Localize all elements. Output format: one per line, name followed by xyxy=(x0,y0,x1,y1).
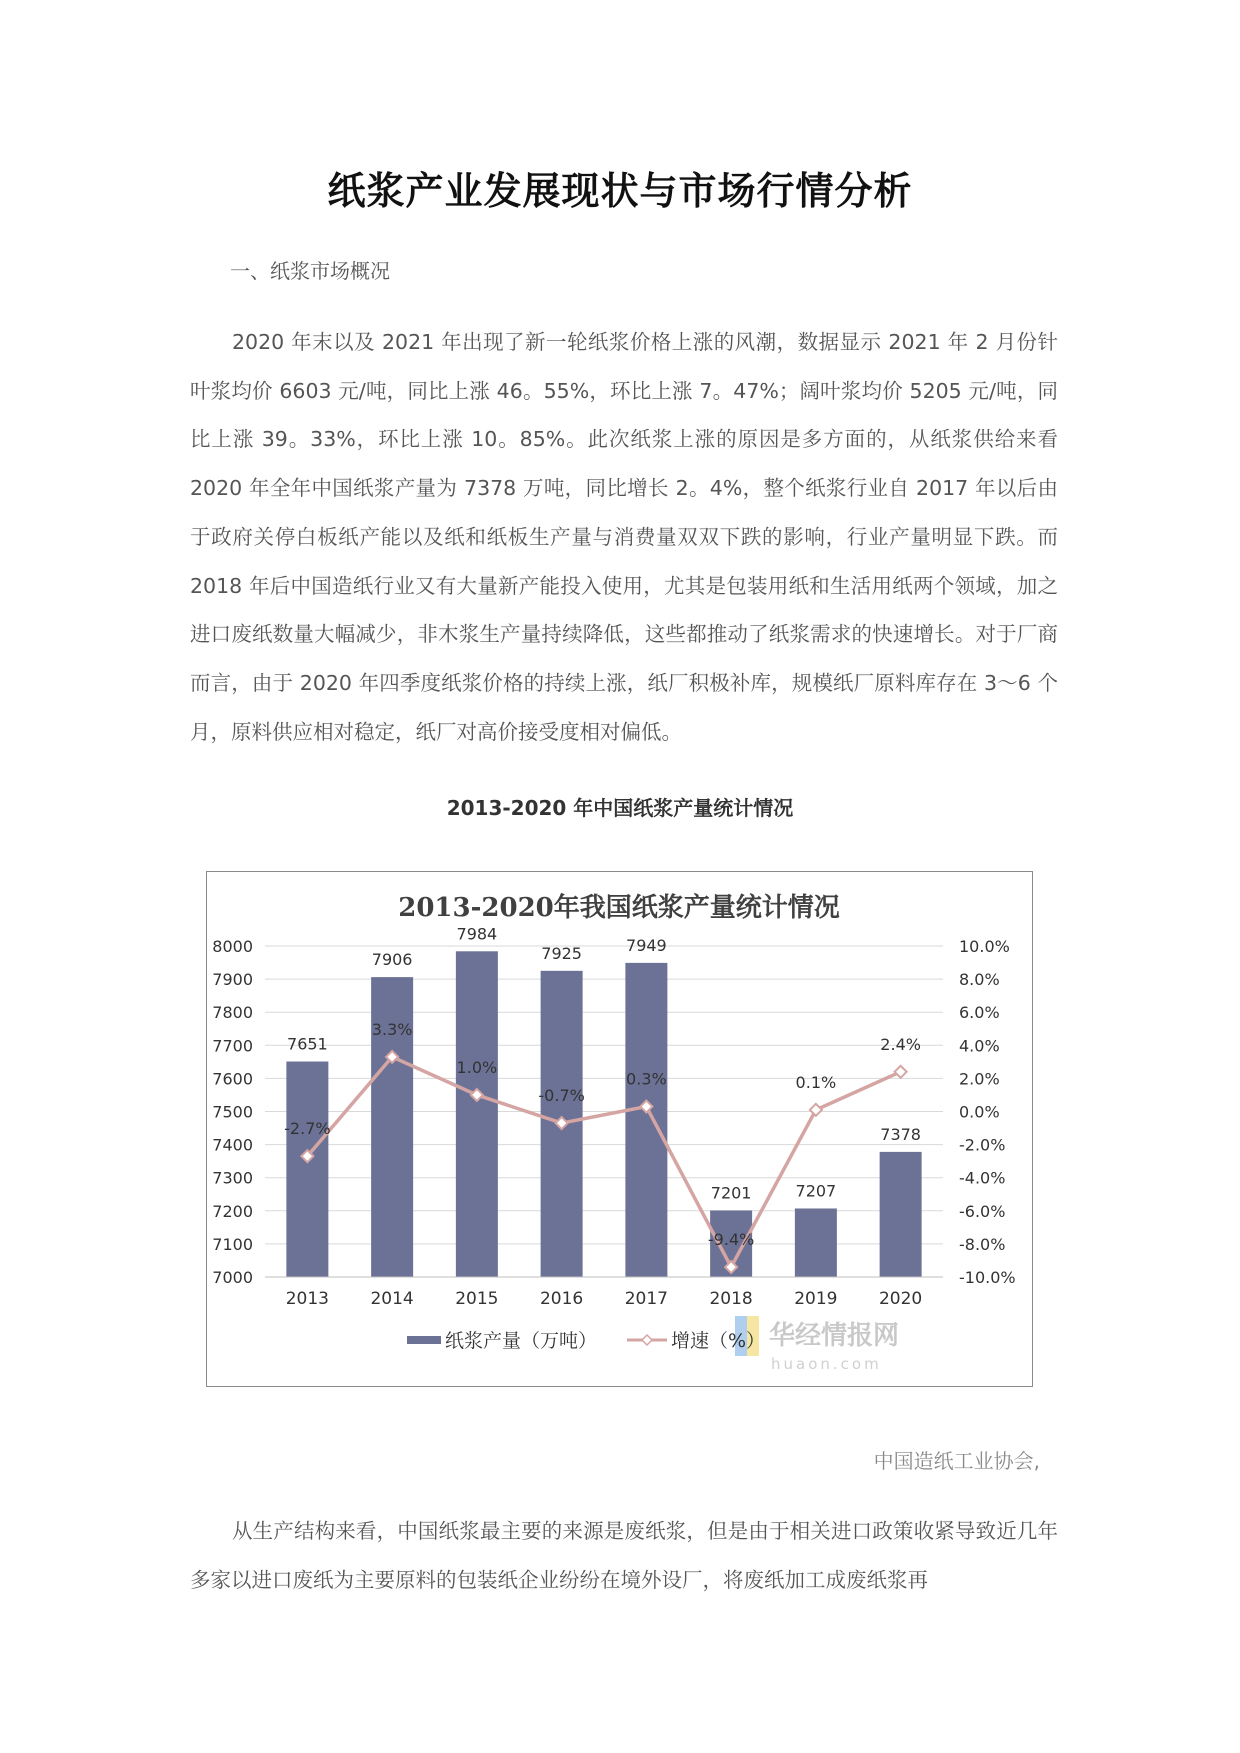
source-note: 中国造纸工业协会, xyxy=(873,1449,1040,1473)
growth-value-label: 0.1% xyxy=(795,1072,837,1092)
legend-label-growth: 增速（%） xyxy=(671,1330,766,1352)
legend-swatch-growth-marker xyxy=(642,1335,652,1345)
bar-2013 xyxy=(284,1062,331,1277)
y-left-tick-label: 7300 xyxy=(212,1168,253,1188)
y-right-tick-label: 0.0% xyxy=(959,1102,1000,1122)
y-left-tick-label: 7800 xyxy=(212,1003,253,1023)
chart-title: 2013-2020年我国纸浆产量统计情况 xyxy=(398,893,840,923)
x-tick-label: 2015 xyxy=(455,1289,499,1309)
body-paragraph: 2020 年末以及 2021 年出现了新一轮纸浆价格上涨的风潮，数据显示 2021 年 2 月份针叶浆均价 6603 元/吨，同比上涨 46。55%，环比上涨 7。47%；阔叶浆均价 5205 元/吨，同比上涨 39。33%，环比上涨 10。85%。此次纸浆上涨的原因是多方面的，从纸浆供给来看 2020 年全年中国纸浆产量为 7378 万吨，同比增长 2。4%，整个纸浆行业自 2017 年以后由于政府关停白板纸产能以及纸和纸板生产量与消费量双双下跌的影响，行业产量明显下跌。而 2018 年后中国造纸行业又有大量新产能投入使用，尤其是包装用纸和生活用纸两个领域，加之进口废纸数量大幅减少，非木浆生产量持续降低，这些都推动了纸浆需求的快速增长。对于厂商而言，由于 2020 年四季度纸浆价格的持续上涨，纸厂积极补库，规模纸厂原料库存在 3～6 个月，原料供应相对稳定，纸厂对高价接受度相对偏低。 xyxy=(190,330,1058,744)
x-tick-label: 2017 xyxy=(624,1289,669,1309)
y-right-tick-label: -2.0% xyxy=(959,1135,1006,1155)
growth-value-label: -2.7% xyxy=(284,1119,331,1139)
bar-value-label: 7906 xyxy=(371,950,413,970)
growth-value-label: -0.7% xyxy=(538,1086,585,1106)
bar-2017 xyxy=(625,963,667,1277)
y-right-tick-label: 8.0% xyxy=(959,970,1000,990)
bar-value-label: 7378 xyxy=(880,1124,921,1144)
chart-frame xyxy=(206,871,1033,1387)
y-right-tick-label: 4.0% xyxy=(959,1036,1000,1056)
y-right-tick-label: -4.0% xyxy=(959,1168,1006,1188)
y-left-tick-label: 7500 xyxy=(212,1102,253,1122)
watermark-subtext: huaon.com xyxy=(771,1355,882,1373)
bar-value-label: 7651 xyxy=(287,1034,328,1054)
bar-2020 xyxy=(880,1152,922,1277)
y-left-tick-label: 7200 xyxy=(212,1201,253,1221)
x-tick-label: 2014 xyxy=(370,1289,414,1309)
x-tick-label: 2020 xyxy=(878,1289,923,1309)
x-tick-label: 2019 xyxy=(794,1289,838,1309)
growth-value-label: 0.3% xyxy=(626,1069,667,1089)
y-left-tick-label: 7900 xyxy=(212,970,253,990)
bar-value-label: 7207 xyxy=(795,1181,837,1201)
x-tick-label: 2016 xyxy=(539,1289,584,1309)
body-paragraph-2: 从生产结构来看，中国纸浆最主要的来源是废纸浆，但是由于相关进口政策收紧导致近几年多家以进口废纸为主要原料的包装纸企业纷纷在境外设厂，将废纸加工成废纸浆再 xyxy=(190,1519,1058,1592)
growth-value-label: 3.3% xyxy=(371,1019,413,1039)
section-heading: 一、纸浆市场概况 xyxy=(230,259,390,283)
chart-caption: 2013-2020 年中国纸浆产量统计情况 xyxy=(446,796,794,820)
watermark-text: 华经情报网 xyxy=(769,1321,900,1351)
y-right-tick-label: -8.0% xyxy=(959,1234,1006,1254)
growth-value-label: -9.4% xyxy=(707,1230,755,1250)
bar-value-label: 7984 xyxy=(456,924,498,944)
pulp-production-chart xyxy=(207,872,1032,1386)
y-right-tick-label: 6.0% xyxy=(959,1003,1000,1023)
growth-point-2020 xyxy=(895,1066,907,1078)
y-left-tick-label: 8000 xyxy=(212,937,253,956)
bar-2019 xyxy=(795,1208,837,1277)
y-left-tick-label: 7600 xyxy=(212,1069,253,1089)
bar-2015 xyxy=(456,951,498,1277)
y-right-tick-label: -10.0% xyxy=(959,1268,1016,1287)
bar-value-label: 7949 xyxy=(626,935,667,955)
growth-value-label: 1.0% xyxy=(456,1057,498,1077)
legend-label-production: 纸浆产量（万吨） xyxy=(445,1330,598,1352)
legend-swatch-production xyxy=(407,1336,441,1344)
y-right-tick-label: -6.0% xyxy=(959,1201,1006,1221)
bar-value-label: 7925 xyxy=(541,943,582,963)
page-title: 纸浆产业发展现状与市场行情分析 xyxy=(327,169,913,213)
growth-value-label: 2.4% xyxy=(880,1034,921,1054)
x-tick-label: 2018 xyxy=(709,1289,753,1309)
x-tick-label: 2013 xyxy=(285,1289,330,1309)
y-left-tick-label: 7000 xyxy=(212,1268,253,1287)
y-left-tick-label: 7400 xyxy=(212,1135,253,1155)
y-left-tick-label: 7100 xyxy=(212,1234,253,1254)
y-left-tick-label: 7700 xyxy=(212,1036,253,1056)
y-right-tick-label: 2.0% xyxy=(959,1069,1000,1089)
y-right-tick-label: 10.0% xyxy=(959,937,1010,956)
bar-value-label: 7201 xyxy=(710,1183,752,1203)
